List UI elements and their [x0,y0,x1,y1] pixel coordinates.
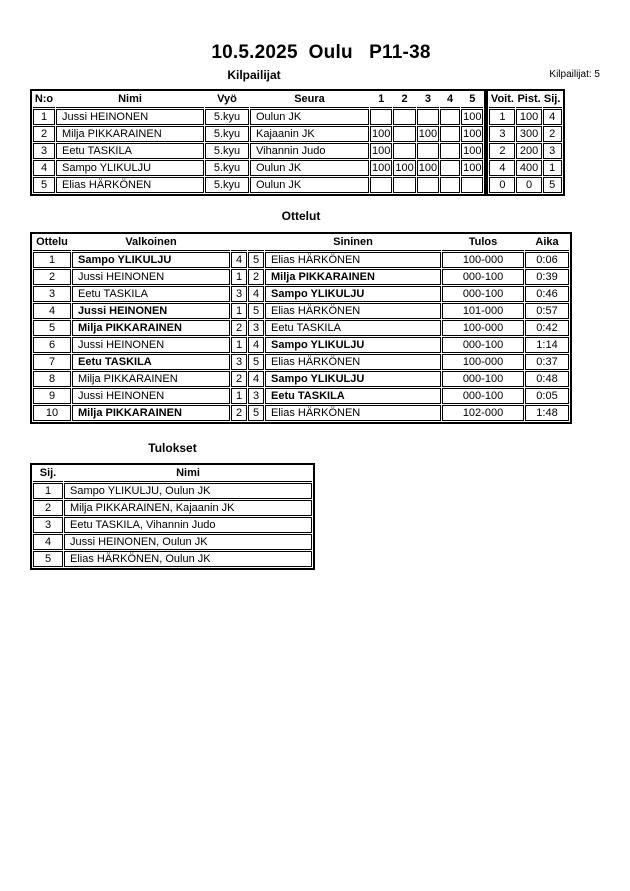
results-table [30,463,315,570]
result-place: 5 [33,551,63,567]
match-white-number: 1 [231,303,247,319]
match-blue-name: Elias HÄRKÖNEN [265,252,441,268]
match-time: 0:42 [525,320,569,336]
competitor-result-vs-3 [417,177,439,193]
col-header-result-name: Nimi [64,466,312,482]
match-time: 0:48 [525,371,569,387]
match-number: 1 [33,252,71,268]
competitor-result-vs-1: 100 [372,145,391,157]
competitor-result-vs-5: 100 [463,128,482,140]
match-white-name: Eetu TASKILA [72,354,230,370]
competitor-result-vs-3: 100 [418,128,438,140]
match-row [33,286,569,302]
col-header-place: Sij. [543,92,562,108]
results-header-row [33,466,312,482]
match-blue-number: 4 [248,337,264,353]
col-header-belt: Vyö [205,92,249,108]
col-header-wins: Voit. [489,92,515,108]
competitor-result-vs-4 [440,126,460,142]
competitors-score-header-row [489,92,561,108]
competitor-result-vs-5 [461,177,483,193]
match-time: 0:57 [525,303,569,319]
match-number: 6 [33,337,71,353]
competitor-club: Oulun JK [250,177,369,193]
result-place: 1 [33,483,63,499]
competitor-result-vs-1 [370,177,392,193]
competitors-table-body [33,109,483,193]
match-number: 10 [33,405,71,421]
match-blue-number: 3 [248,320,264,336]
match-blue-number: 5 [248,354,264,370]
result-name: Elias HÄRKÖNEN, Oulun JK [64,551,312,567]
competitor-result-vs-5: 100 [463,162,482,174]
competitor-result-vs-2 [393,177,415,193]
competitors-count-label: Kilpailijat: 5 [549,69,600,80]
match-row [33,405,569,421]
match-time: 1:48 [525,405,569,421]
result-name: Jussi HEINONEN, Oulun JK [64,534,312,550]
match-number: 5 [33,320,71,336]
competitors-table-group [30,89,565,196]
page-title: 10.5.2025 Oulu P11-38 [211,42,431,63]
match-score: 101-000 [442,303,524,319]
competitor-result-vs-2 [393,109,415,125]
matches-table [30,232,572,424]
match-row [33,320,569,336]
match-blue-name: Elias HÄRKÖNEN [265,405,441,421]
match-blue-name: Eetu TASKILA [265,320,441,336]
match-blue-number: 5 [248,405,264,421]
competitor-name: Milja PIKKARAINEN [56,126,204,142]
match-blue-number: 4 [248,371,264,387]
competitor-number: 4 [33,160,55,176]
match-row [33,303,569,319]
competitor-row [33,126,483,142]
competitor-row [33,143,483,159]
match-white-name: Jussi HEINONEN [72,269,230,285]
col-header-time: Aika [525,235,569,251]
results-table-body [33,483,312,567]
matches-heading: Ottelut [281,209,321,223]
match-white-number: 1 [231,337,247,353]
match-score: 100-000 [442,320,524,336]
competitor-club: Kajaanin JK [250,126,369,142]
competitor-row [33,177,483,193]
competitor-name: Elias HÄRKÖNEN [56,177,204,193]
competitor-belt: 5.kyu [205,177,249,193]
competitor-wins: 0 [489,177,515,193]
col-header-opponent-5: 5 [461,92,483,108]
match-white-name: Milja PIKKARAINEN [72,371,230,387]
competitor-belt: 5.kyu [205,160,249,176]
col-header-number: N:o [33,92,55,108]
competitor-belt: 5.kyu [205,143,249,159]
competitors-score-table [486,89,564,196]
match-score: 000-100 [442,269,524,285]
result-row [33,517,312,533]
match-row [33,252,569,268]
competitor-points: 400 [516,160,541,176]
match-number: 4 [33,303,71,319]
competitor-place: 1 [543,160,562,176]
competitors-header-row [33,92,483,108]
match-number: 2 [33,269,71,285]
match-white-number: 1 [231,269,247,285]
competitors-table [30,89,486,196]
match-score: 102-000 [442,405,524,421]
competitor-result-vs-1 [370,109,392,125]
competitor-number: 2 [33,126,55,142]
result-row [33,534,312,550]
col-header-opponent-1: 1 [370,92,392,108]
match-white-name: Jussi HEINONEN [72,337,230,353]
match-time: 0:37 [525,354,569,370]
match-row [33,388,569,404]
match-white-name: Jussi HEINONEN [72,388,230,404]
match-blue-name: Elias HÄRKÖNEN [265,303,441,319]
competitor-wins: 4 [489,160,515,176]
competitor-score-row [489,143,561,159]
match-blue-name: Milja PIKKARAINEN [265,269,441,285]
col-header-club: Seura [250,92,369,108]
result-name: Milja PIKKARAINEN, Kajaanin JK [64,500,312,516]
competitor-place: 4 [543,109,562,125]
match-score: 100-000 [442,252,524,268]
col-header-opponent-3: 3 [417,92,439,108]
competitor-place: 3 [543,143,562,159]
result-name: Sampo YLIKULJU, Oulun JK [64,483,312,499]
competitor-belt: 5.kyu [205,126,249,142]
match-time: 0:39 [525,269,569,285]
match-blue-number: 2 [248,269,264,285]
match-blue-number: 5 [248,252,264,268]
competitor-score-row [489,109,561,125]
result-place: 4 [33,534,63,550]
competitor-number: 1 [33,109,55,125]
col-header-blue: Sininen [265,235,441,251]
competitor-name: Eetu TASKILA [56,143,204,159]
match-number: 3 [33,286,71,302]
competitor-wins: 3 [489,126,515,142]
competitor-name: Sampo YLIKULJU [56,160,204,176]
matches-header-row [33,235,569,251]
competitor-result-vs-5: 100 [463,145,482,157]
matches-table-body [33,252,569,421]
competitor-result-vs-4 [440,109,460,125]
match-score: 000-100 [442,286,524,302]
competitor-result-vs-1: 100 [372,128,391,140]
match-score: 000-100 [442,388,524,404]
match-number: 7 [33,354,71,370]
competitors-score-table-body [489,109,561,193]
competitor-result-vs-4 [440,177,460,193]
result-row [33,500,312,516]
match-time: 0:46 [525,286,569,302]
match-number: 8 [33,371,71,387]
match-white-number: 3 [231,354,247,370]
match-white-number: 2 [231,405,247,421]
match-row [33,354,569,370]
match-blue-name: Sampo YLIKULJU [265,371,441,387]
match-row [33,337,569,353]
competitor-name: Jussi HEINONEN [56,109,204,125]
match-white-number: 2 [231,371,247,387]
match-blue-name: Eetu TASKILA [265,388,441,404]
competitor-place: 2 [543,126,562,142]
competitor-wins: 1 [489,109,515,125]
match-white-number: 4 [231,252,247,268]
col-header-blue-number [248,235,264,251]
col-header-match: Ottelu [33,235,71,251]
competitor-points: 100 [516,109,541,125]
col-header-opponent-2: 2 [393,92,415,108]
col-header-score: Tulos [442,235,524,251]
result-name: Eetu TASKILA, Vihannin Judo [64,517,312,533]
competitor-result-vs-2: 100 [395,162,414,174]
match-blue-name: Sampo YLIKULJU [265,337,441,353]
match-time: 0:05 [525,388,569,404]
match-score: 100-000 [442,354,524,370]
competitor-number: 3 [33,143,55,159]
match-number: 9 [33,388,71,404]
match-blue-number: 3 [248,388,264,404]
match-time: 0:06 [525,252,569,268]
competitor-club: Oulun JK [250,160,369,176]
competitors-heading: Kilpailijat [227,68,281,82]
match-white-number: 2 [231,320,247,336]
result-row [33,483,312,499]
col-header-opponent-4: 4 [440,92,460,108]
result-place: 2 [33,500,63,516]
competitor-points: 0 [516,177,541,193]
match-row [33,269,569,285]
competitor-belt: 5.kyu [205,109,249,125]
competitor-result-vs-4 [440,160,460,176]
competitor-result-vs-3: 100 [418,162,438,174]
col-header-result-place: Sij. [33,466,63,482]
competitor-row [33,109,483,125]
competitor-score-row [489,160,561,176]
col-header-points: Pist. [516,92,541,108]
match-row [33,371,569,387]
match-blue-number: 5 [248,303,264,319]
competitor-row [33,160,483,176]
result-place: 3 [33,517,63,533]
competitor-result-vs-1: 100 [372,162,391,174]
results-heading: Tulokset [148,441,197,455]
match-white-name: Milja PIKKARAINEN [72,320,230,336]
match-score: 000-100 [442,337,524,353]
competitor-points: 200 [516,143,541,159]
competitor-score-row [489,177,561,193]
competitor-club: Oulun JK [250,109,369,125]
competitor-place: 5 [543,177,562,193]
result-row [33,551,312,567]
match-white-number: 1 [231,388,247,404]
match-white-name: Milja PIKKARAINEN [72,405,230,421]
match-white-name: Jussi HEINONEN [72,303,230,319]
competitor-result-vs-3 [417,109,439,125]
match-blue-name: Sampo YLIKULJU [265,286,441,302]
competitor-result-vs-2 [393,126,415,142]
match-white-name: Sampo YLIKULJU [72,252,230,268]
match-blue-number: 4 [248,286,264,302]
competitor-points: 300 [516,126,541,142]
col-header-white-number [231,235,247,251]
competitor-number: 5 [33,177,55,193]
competitor-result-vs-4 [440,143,460,159]
competitor-score-row [489,126,561,142]
match-white-number: 3 [231,286,247,302]
match-white-name: Eetu TASKILA [72,286,230,302]
competitor-result-vs-3 [417,143,439,159]
competitor-wins: 2 [489,143,515,159]
competitor-club: Vihannin Judo [250,143,369,159]
match-score: 000-100 [442,371,524,387]
competitor-result-vs-2 [393,143,415,159]
match-time: 1:14 [525,337,569,353]
col-header-white: Valkoinen [72,235,230,251]
match-blue-name: Elias HÄRKÖNEN [265,354,441,370]
competitor-result-vs-5: 100 [463,111,482,123]
col-header-name: Nimi [56,92,204,108]
